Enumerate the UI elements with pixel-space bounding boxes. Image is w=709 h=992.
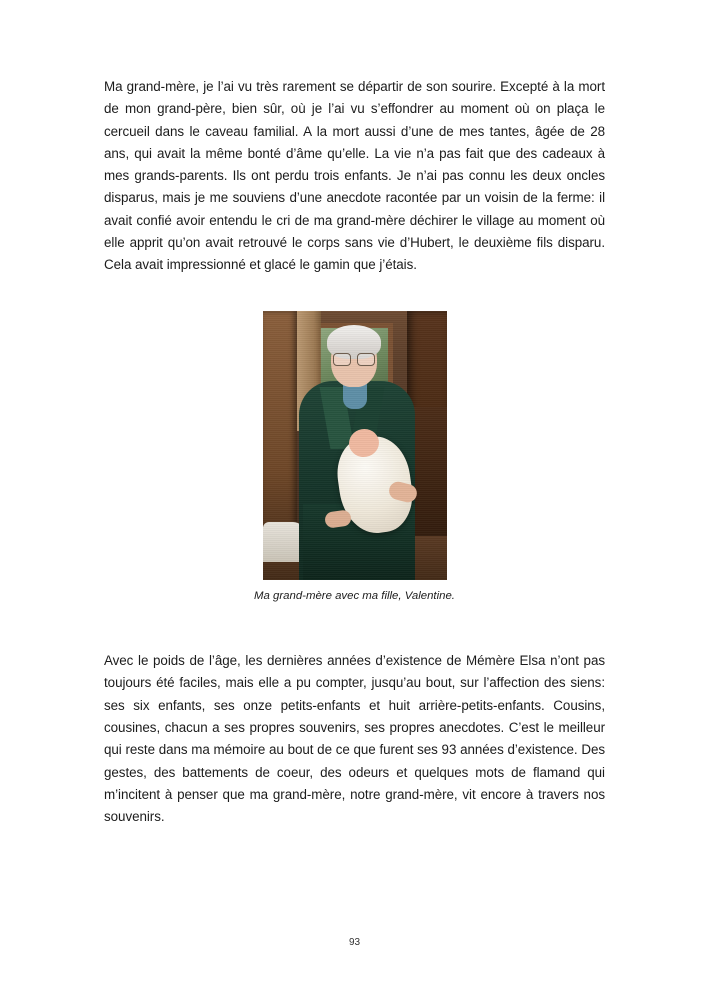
paragraph-bottom: Avec le poids de l’âge, les dernières années d’existence de Mémère Elsa n’ont pas toujours été faciles, mais elle a pu compter, jusqu’au bout, sur l’affection des siens: ses six enfants, ses onze petits-enfants et huit arrière-petits-enfants. Cousins, cousines, chacun a ses propres souvenirs, ses propres anecdotes. C’est le meilleur qui reste dans ma mémoire au bout de ce que furent ses 93 années d’existence. Des gestes, des battements de coeur, des odeurs et quelques mots de flamand qui m’incitent à penser que ma grand-mère, notre grand-mère, vit encore à travers nos souvenirs. [104, 653, 605, 825]
figure-photo [104, 311, 605, 605]
paragraph-top: Ma grand-mère, je l’ai vu très rarement se départir de son sourire. Excepté à la mort de mon grand-père, bien sûr, où je l’ai vu s’effondrer au moment où on plaça le cercueil dans le caveau familial. A la mort aussi d’une de mes tantes, âgée de 28 ans, qui avait la même bonté d’âme qu’elle. La vie n’a pas fait que des cadeaux à mes grands-parents. Ils ont perdu trois enfants. Je n’ai pas connu les deux oncles disparus, mais je me souviens d’une anecdote racontée par un voisin de la ferme: il avait confié avoir entendu le cri de ma grand-mère déchirer le village au moment où elle apprit qu’on avait retrouvé le corps sans vie d’Hubert, le deuxième fils disparu. Cela avait impressionné et glacé le gamin que j’étais. [104, 79, 605, 273]
page-number: 93 [348, 937, 361, 948]
figure-caption: Ma grand-mère avec ma fille, Valentine. [254, 589, 455, 602]
photo-grandmother-holding-baby [263, 311, 447, 580]
photo-glasses [333, 353, 375, 364]
